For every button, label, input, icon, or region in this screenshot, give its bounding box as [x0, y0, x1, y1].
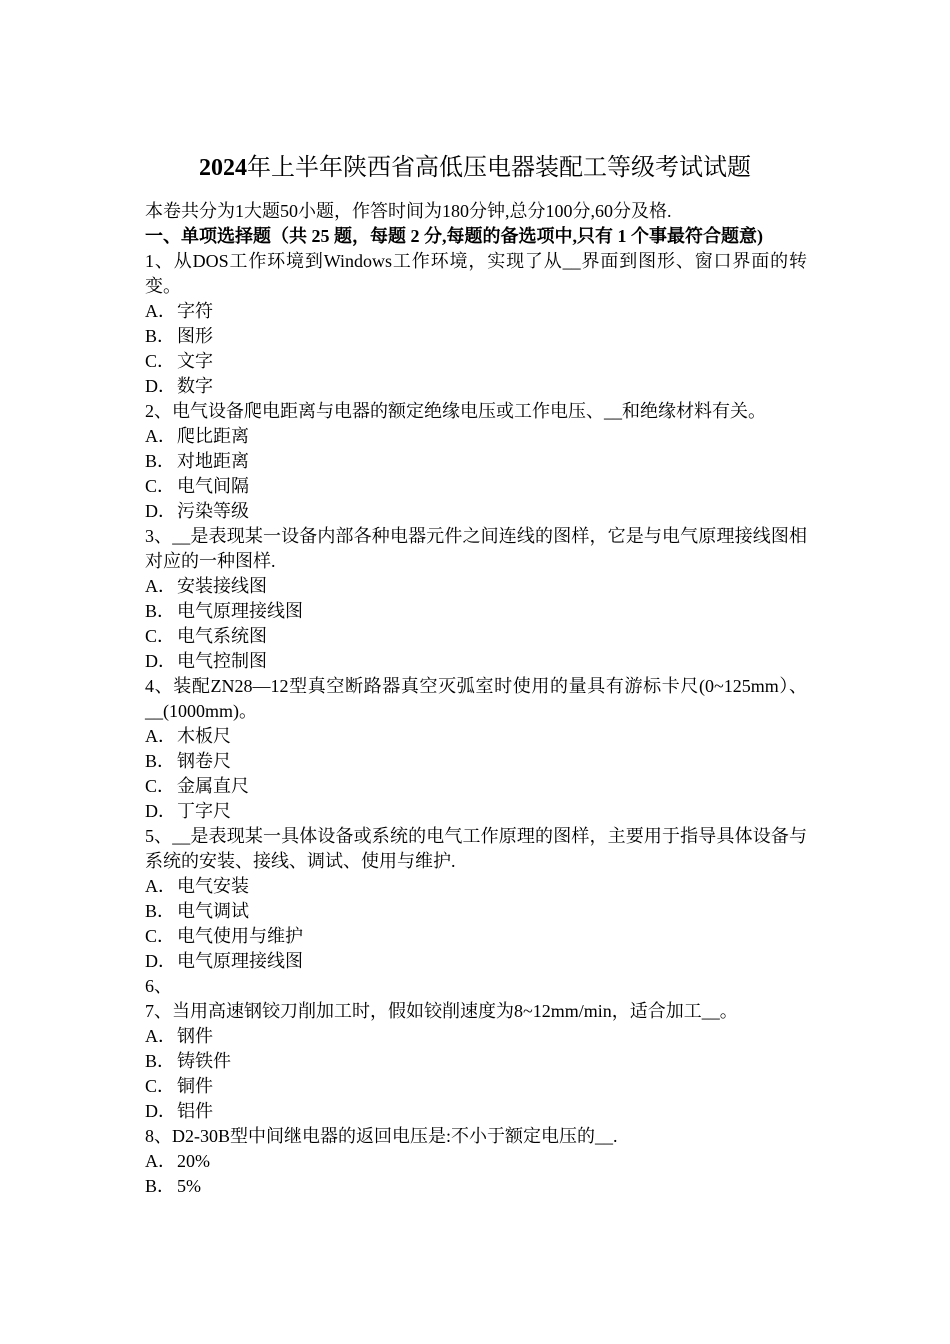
option-letter: C．	[145, 926, 176, 946]
question-stem: 3、__是表现某一设备内部各种电器元件之间连线的图样，它是与电气原理接线图相对应的一种图样.	[145, 526, 807, 571]
option-text: 电气调试	[177, 901, 249, 921]
option-text: 金属直尺	[177, 776, 249, 796]
option-letter: C．	[145, 351, 176, 371]
option-letter: D．	[145, 501, 176, 521]
option-text: 污染等级	[177, 501, 249, 521]
option-text: 安装接线图	[177, 576, 267, 596]
document-title	[0, 150, 950, 186]
answer-option	[145, 1074, 807, 1099]
answer-option	[145, 1049, 807, 1074]
option-letter: B．	[145, 1176, 176, 1196]
option-letter: A．	[145, 876, 176, 896]
answer-option	[145, 474, 807, 499]
option-text: 爬比距离	[177, 426, 249, 446]
question-stem: 6、	[145, 976, 172, 996]
option-letter: D．	[145, 376, 176, 396]
question-item	[145, 974, 807, 999]
option-letter: C．	[145, 476, 176, 496]
option-letter: A．	[145, 1026, 176, 1046]
question-stem: 1、从DOS工作环境到Windows工作环境，实现了从__界面到图形、窗口界面的转变。	[145, 251, 807, 296]
answer-option	[145, 724, 807, 749]
answer-option	[145, 299, 807, 324]
option-letter: B．	[145, 901, 176, 921]
option-text: 数字	[177, 376, 213, 396]
answer-option	[145, 749, 807, 774]
title-year: 2024	[199, 155, 247, 181]
question-stem: 2、电气设备爬电距离与电器的额定绝缘电压或工作电压、__和绝缘材料有关。	[145, 401, 766, 421]
option-text: 铜件	[177, 1076, 213, 1096]
option-letter: C．	[145, 626, 176, 646]
question-stem: 5、__是表现某一具体设备或系统的电气工作原理的图样，主要用于指导具体设备与系统的安装、接线、调试、使用与维护.	[145, 826, 807, 871]
option-letter: C．	[145, 1076, 176, 1096]
question-item	[145, 249, 807, 399]
option-text: 电气系统图	[177, 626, 267, 646]
question-item	[145, 999, 807, 1124]
answer-option	[145, 449, 807, 474]
question-item	[145, 674, 807, 824]
question-stem: 7、当用高速钢铰刀削加工时，假如铰削速度为8~12mm/min，适合加工__。	[145, 1001, 738, 1021]
option-text: 铸铁件	[177, 1051, 231, 1071]
answer-option	[145, 1024, 807, 1049]
answer-option	[145, 799, 807, 824]
answer-option	[145, 624, 807, 649]
answer-option	[145, 774, 807, 799]
option-text: 文字	[177, 351, 213, 371]
answer-option	[145, 1149, 807, 1174]
option-text: 电气使用与维护	[177, 926, 303, 946]
option-letter: A．	[145, 576, 176, 596]
option-letter: B．	[145, 601, 176, 621]
answer-option	[145, 649, 807, 674]
option-letter: B．	[145, 451, 176, 471]
question-item	[145, 824, 807, 974]
answer-option	[145, 899, 807, 924]
option-text: 钢卷尺	[177, 751, 231, 771]
option-text: 电气安装	[177, 876, 249, 896]
option-letter: A．	[145, 726, 176, 746]
option-letter: D．	[145, 951, 176, 971]
question-stem: 4、装配ZN28—12型真空断路器真空灭弧室时使用的量具有游标卡尺(0~125mm）、__(1000mm)。	[145, 676, 807, 721]
option-text: 电气原理接线图	[177, 951, 303, 971]
question-item	[145, 399, 807, 524]
answer-option	[145, 374, 807, 399]
answer-option	[145, 499, 807, 524]
option-letter: A．	[145, 301, 176, 321]
answer-option	[145, 1174, 807, 1199]
question-stem: 8、D2-30B型中间继电器的返回电压是:不小于额定电压的__.	[145, 1126, 618, 1146]
answer-option	[145, 424, 807, 449]
option-text: 字符	[177, 301, 213, 321]
option-letter: A．	[145, 426, 176, 446]
answer-option	[145, 1099, 807, 1124]
document-body	[145, 199, 807, 1199]
question-item	[145, 1124, 807, 1199]
option-letter: B．	[145, 1051, 176, 1071]
answer-option	[145, 949, 807, 974]
option-text: 电气原理接线图	[177, 601, 303, 621]
answer-option	[145, 574, 807, 599]
option-text: 电气控制图	[177, 651, 267, 671]
section-heading: 一、单项选择题（共 25 题，每题 2 分,每题的备选项中,只有 1 个事最符合题意)	[145, 226, 763, 246]
option-text: 20%	[177, 1151, 210, 1171]
option-text: 丁字尺	[177, 801, 231, 821]
answer-option	[145, 924, 807, 949]
option-text: 图形	[177, 326, 213, 346]
option-letter: A．	[145, 1151, 176, 1171]
option-text: 木板尺	[177, 726, 231, 746]
answer-option	[145, 599, 807, 624]
option-text: 铝件	[177, 1101, 213, 1121]
option-text: 5%	[177, 1176, 201, 1196]
option-text: 电气间隔	[177, 476, 249, 496]
question-item	[145, 524, 807, 674]
option-letter: C．	[145, 776, 176, 796]
answer-option	[145, 349, 807, 374]
option-letter: D．	[145, 801, 176, 821]
question-list	[145, 249, 807, 1199]
option-letter: B．	[145, 326, 176, 346]
option-letter: B．	[145, 751, 176, 771]
option-letter: D．	[145, 651, 176, 671]
option-letter: D．	[145, 1101, 176, 1121]
answer-option	[145, 874, 807, 899]
intro-text: 本卷共分为1大题50小题，作答时间为180分钟,总分100分,60分及格.	[145, 201, 672, 221]
title-text: 年上半年陕西省高低压电器装配工等级考试试题	[247, 155, 751, 181]
answer-option	[145, 324, 807, 349]
option-text: 钢件	[177, 1026, 213, 1046]
option-text: 对地距离	[177, 451, 249, 471]
